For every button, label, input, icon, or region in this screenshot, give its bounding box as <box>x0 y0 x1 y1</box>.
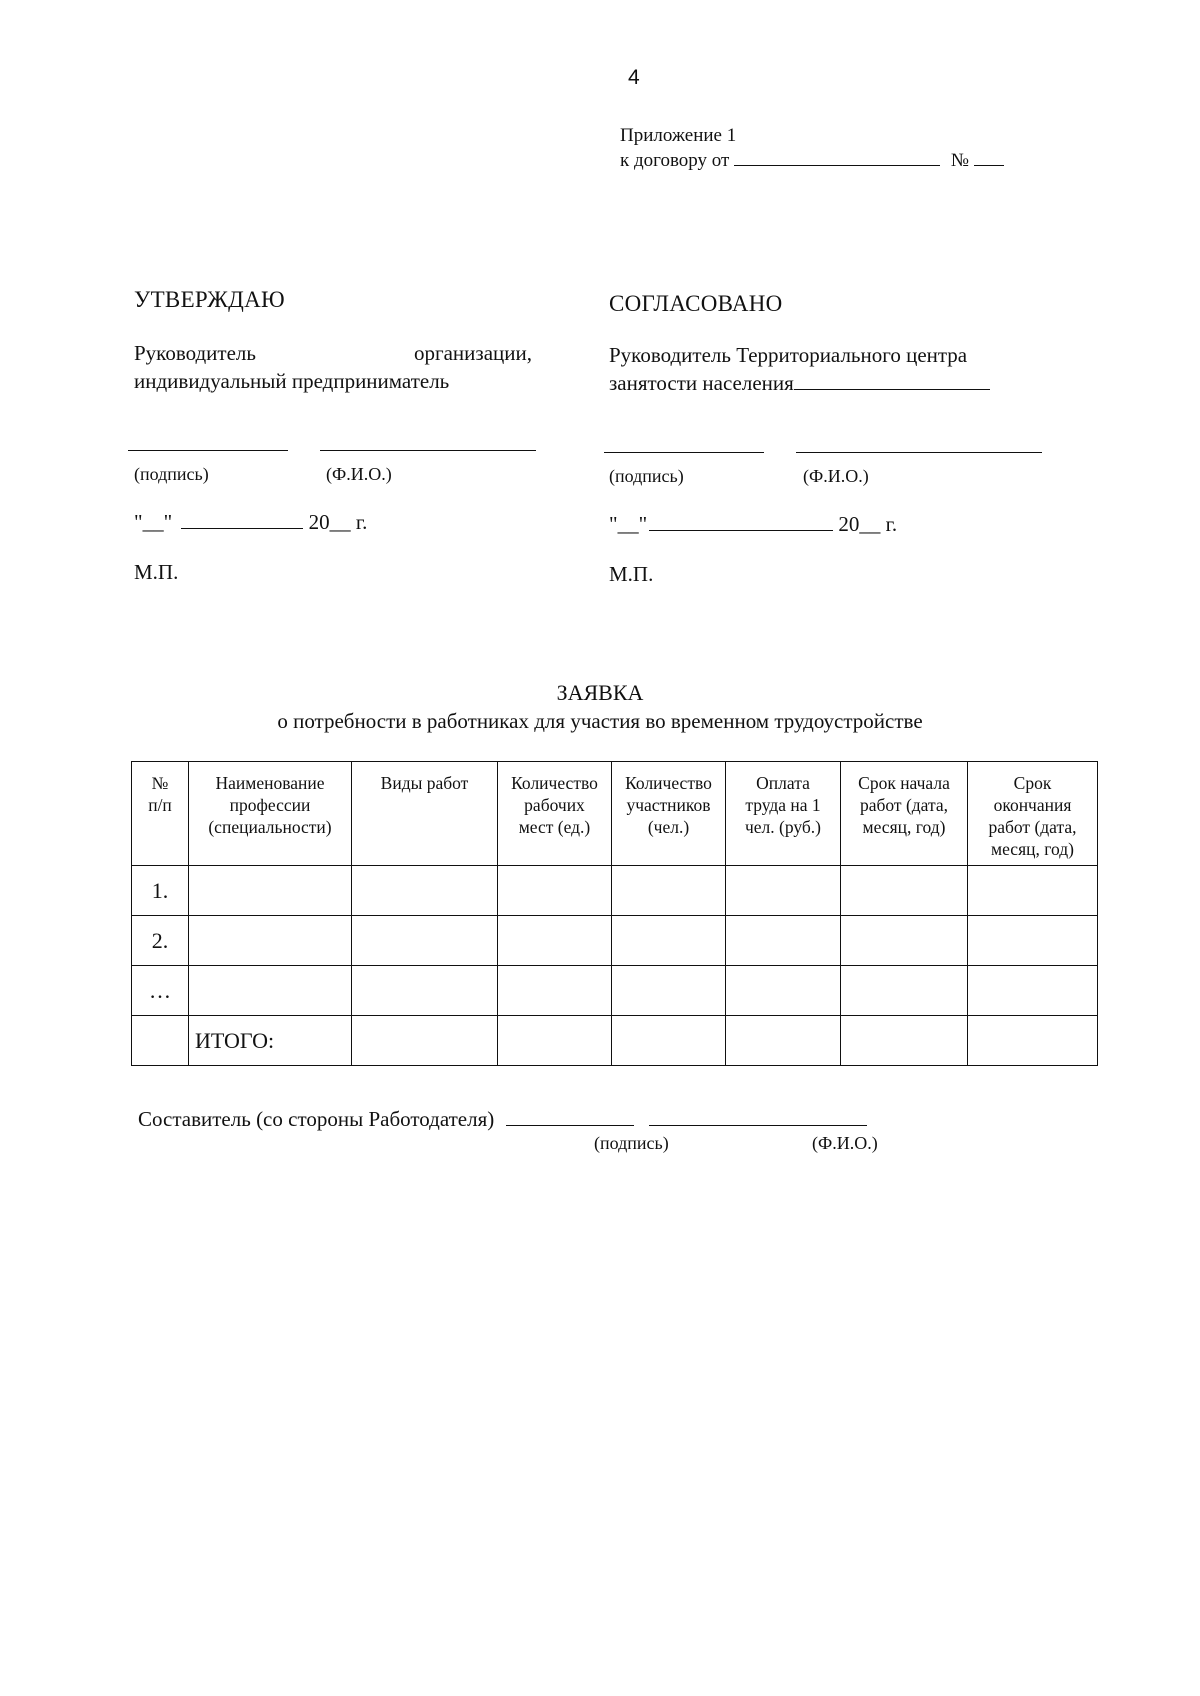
request-subtitle: о потребности в работниках для участия во временном трудоустройстве <box>277 709 923 733</box>
request-title: ЗАЯВКА <box>556 680 644 705</box>
agreed-role <box>609 341 990 397</box>
column-header-line: рабочих <box>524 795 585 815</box>
compiler-line <box>138 1105 867 1133</box>
appendix-line1: Приложение 1 <box>620 125 737 146</box>
column-header-line: чел. (руб.) <box>744 817 822 837</box>
table-cell <box>841 866 968 916</box>
column-header-line: п/п <box>148 795 172 815</box>
column-header-line: мест (ед.) <box>518 817 591 837</box>
compiler-label: Составитель (со стороны Работодателя) <box>138 1107 495 1131</box>
agreed-date-month-blank <box>649 512 833 531</box>
agreed-fio-caption: (Ф.И.О.) <box>803 466 869 486</box>
agreed-signature-line <box>604 452 764 453</box>
column-header-line: профессии <box>229 795 311 815</box>
column-header <box>352 762 498 866</box>
table-row <box>132 916 1098 966</box>
table-cell <box>726 916 841 966</box>
agreed-stamp: М.П. <box>609 562 654 586</box>
table-cell <box>841 916 968 966</box>
compiler-signature-caption: (подпись) <box>594 1133 669 1153</box>
column-header-line: работ (дата, <box>859 795 948 815</box>
table-cell <box>968 1016 1098 1066</box>
approve-date-month-blank <box>181 510 303 529</box>
table-cell <box>189 866 352 916</box>
contract-number-blank <box>974 151 1004 166</box>
approve-date-day: "__" <box>134 510 173 534</box>
agreed-heading: СОГЛАСОВАНО <box>609 291 783 316</box>
approve-role-line2: индивидуальный предприниматель <box>134 369 450 393</box>
agreed-role-line2: занятости населения <box>609 371 794 395</box>
approve-date-year: 20__ г. <box>308 510 368 534</box>
column-header-line: (чел.) <box>647 817 690 837</box>
column-header <box>841 762 968 866</box>
approve-role-right: организации, <box>414 341 532 365</box>
column-header <box>612 762 726 866</box>
column-header <box>968 762 1098 866</box>
agreed-date-year: 20__ г. <box>838 512 898 536</box>
column-header-line: Оплата <box>756 773 810 793</box>
table-cell <box>968 916 1098 966</box>
number-sign: № <box>950 150 970 171</box>
column-header <box>132 762 189 866</box>
column-header-line: Срок <box>1013 773 1052 793</box>
approve-signature-caption: (подпись) <box>134 464 209 484</box>
table-cell <box>726 966 841 1016</box>
table-cell <box>498 966 612 1016</box>
approve-role <box>134 339 532 395</box>
agreed-date-day: "__" <box>609 512 648 536</box>
table-header-row <box>132 762 1098 866</box>
column-header <box>726 762 841 866</box>
table-cell <box>612 966 726 1016</box>
column-header-line: окончания <box>993 795 1072 815</box>
appendix-reference <box>620 123 1004 173</box>
table-cell <box>189 966 352 1016</box>
agreed-date <box>609 510 897 538</box>
table-body <box>132 866 1098 1066</box>
table-cell <box>841 966 968 1016</box>
column-header-line: Срок начала <box>858 773 950 793</box>
page-number: 4 <box>628 66 640 89</box>
compiler-fio-blank <box>649 1107 867 1126</box>
row-number: 1. <box>132 866 189 916</box>
column-header-line: труда на 1 <box>745 795 821 815</box>
table-row <box>132 866 1098 916</box>
request-table <box>131 761 1098 1066</box>
table-cell <box>612 1016 726 1066</box>
column-header-line: работ (дата, <box>988 817 1077 837</box>
table-cell <box>841 1016 968 1066</box>
table-cell <box>968 866 1098 916</box>
table-row <box>132 1016 1098 1066</box>
approve-fio-line <box>320 450 536 451</box>
column-header-line: Количество <box>625 773 712 793</box>
table-cell <box>352 916 498 966</box>
approve-heading: УТВЕРЖДАЮ <box>134 287 285 312</box>
appendix-line2 <box>620 148 1004 173</box>
contract-from-label: к договору от <box>620 150 730 171</box>
table-row <box>132 966 1098 1016</box>
column-header <box>498 762 612 866</box>
table-cell <box>726 1016 841 1066</box>
table-cell <box>498 916 612 966</box>
table-cell <box>968 966 1098 1016</box>
column-header-line: № <box>151 773 169 793</box>
agreed-signature-caption: (подпись) <box>609 466 684 486</box>
row-number <box>132 1016 189 1066</box>
column-header-line: (специальности) <box>208 817 332 837</box>
table-cell <box>352 866 498 916</box>
approve-date <box>134 508 367 536</box>
table-cell <box>352 1016 498 1066</box>
column-header <box>189 762 352 866</box>
table-cell <box>498 1016 612 1066</box>
agreed-center-blank <box>794 371 990 390</box>
table-cell <box>189 916 352 966</box>
column-header-line: участников <box>626 795 711 815</box>
total-label: ИТОГО: <box>189 1016 352 1066</box>
table-cell <box>612 866 726 916</box>
column-header-line: месяц, год) <box>862 817 946 837</box>
column-header-line: месяц, год) <box>991 839 1074 859</box>
approve-fio-caption: (Ф.И.О.) <box>326 464 392 484</box>
column-header-line: Виды работ <box>380 773 469 793</box>
agreed-role-line1: Руководитель Территориального центра <box>609 343 968 367</box>
compiler-signature-blank <box>506 1107 634 1126</box>
compiler-fio-caption: (Ф.И.О.) <box>812 1133 878 1153</box>
table-cell <box>352 966 498 1016</box>
column-header-line: Наименование <box>215 773 325 793</box>
approve-role-left: Руководитель <box>134 341 256 365</box>
table-cell <box>612 916 726 966</box>
row-number: 2. <box>132 916 189 966</box>
table-cell <box>498 866 612 916</box>
agreed-fio-line <box>796 452 1042 453</box>
column-header-line: Количество <box>511 773 598 793</box>
table-cell <box>726 866 841 916</box>
approve-signature-line <box>128 450 288 451</box>
row-number: … <box>132 966 189 1016</box>
approve-stamp: М.П. <box>134 560 179 584</box>
contract-date-blank <box>734 151 940 166</box>
